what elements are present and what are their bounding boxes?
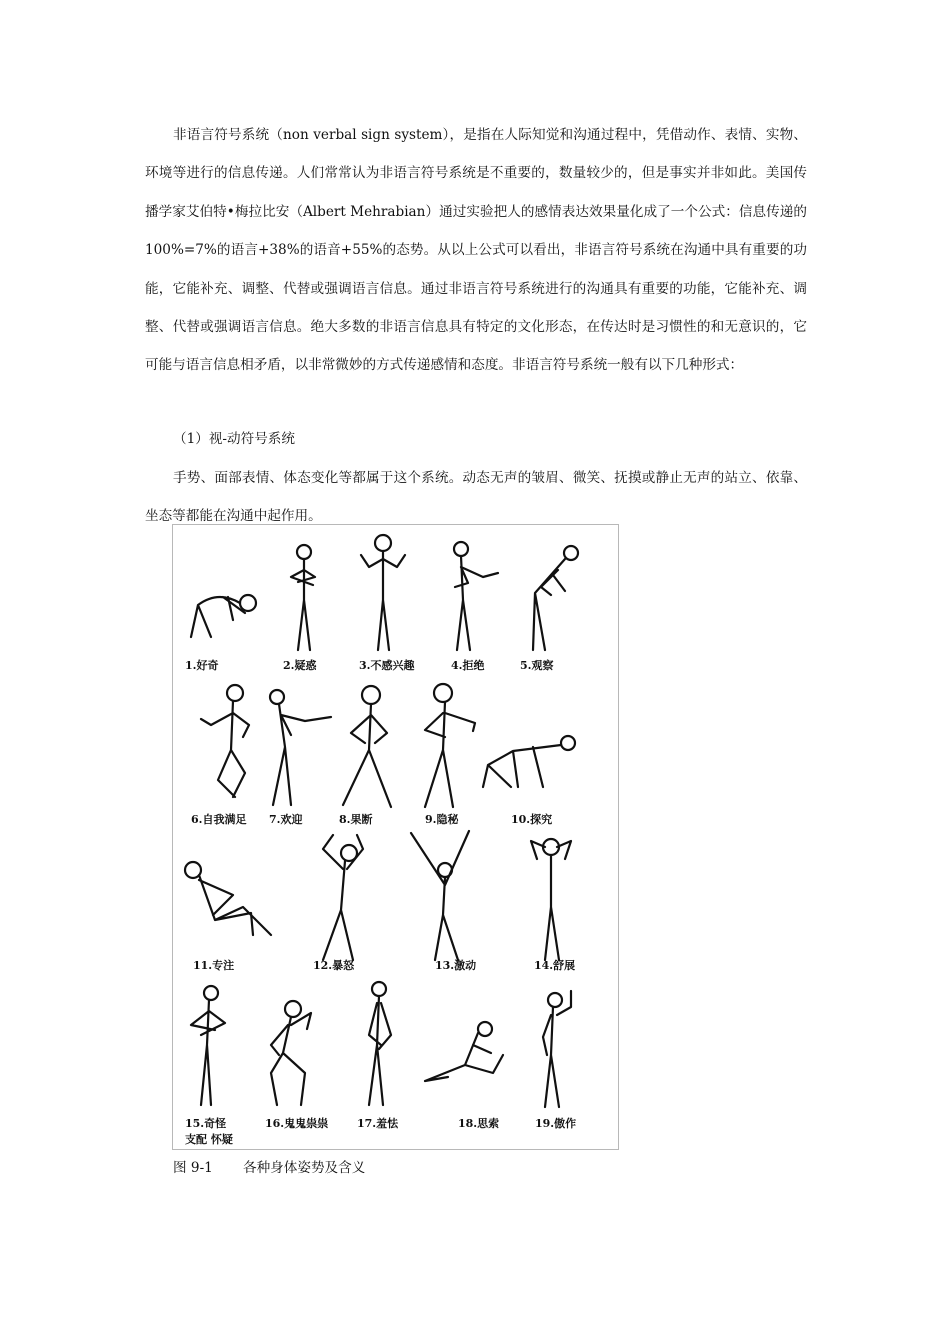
figure-19-arrogant [543, 991, 571, 1107]
figure-18-ponder [425, 1022, 503, 1081]
label-12: 12.暴怒 [313, 959, 355, 972]
label-5: 5.观察 [520, 659, 554, 672]
label-13: 13.激动 [435, 959, 477, 972]
figure-14-stretch [531, 839, 571, 960]
figure-16-sneaky [271, 1001, 311, 1105]
figure-11-focused [185, 862, 271, 935]
figure-4-refuse [454, 542, 498, 650]
paragraph-intro: 非语言符号系统（non verbal sign system），是指在人际知觉和沟通过程中，凭借动作、表情、实物、环境等进行的信息传递。人们常常认为非语言符号系统是不重要的，数量较少的，但是事实并非如此。美国传播学家艾伯特•梅拉比安（Albert Mehrabian）通过实验把人的感情表达效果量化成了一个公式：信息传递的 100%=7%的语言+38%的语音+55%的态势。从以上公式可以看出，非语言符号系统在沟通中具有重要的功能，它能补充、调整、代替或强调语言信息。通过非语言符号系统进行的沟通具有重要的功能，它能补充、调整、代替或强调语言信息。绝大多数的非语言信息具有特定的文化形态，在传达时是习惯性的和无意识的，它可能与语言信息相矛盾，以非常微妙的方式传递感情和态度。非语言符号系统一般有以下几种形式： [145, 127, 807, 374]
figure-6-self-satisfied [201, 685, 249, 797]
label-16: 16.鬼鬼祟祟 [265, 1117, 329, 1130]
label-4: 4.拒绝 [451, 659, 485, 672]
figure-3-uninterested [361, 535, 405, 650]
label-8: 8.果断 [339, 813, 373, 826]
figure-caption [173, 1156, 365, 1180]
figure-13-excited [411, 831, 469, 960]
figure-10-explore [483, 736, 575, 787]
label-6: 6.自我满足 [191, 813, 247, 826]
label-11: 11.专注 [193, 959, 235, 972]
paragraph-visual-motor: 手势、面部表情、体态变化等都属于这个系统。动态无声的皱眉、微笑、抚摸或静止无声的站立、依靠、坐态等都能在沟通中起作用。 [145, 470, 807, 525]
stick-figures-illustration [173, 525, 618, 1149]
label-2: 2.疑惑 [283, 659, 317, 672]
label-19: 19.傲作 [535, 1117, 577, 1130]
figure-15-strange [191, 986, 225, 1105]
label-17: 17.羞怯 [357, 1117, 399, 1130]
label-9: 9.隐秘 [425, 813, 459, 826]
figure-1-curious [191, 595, 256, 637]
figure-2-doubt [291, 545, 315, 650]
label-3: 3.不感兴趣 [359, 659, 415, 672]
label-15: 15.奇怪 [185, 1117, 227, 1130]
caption-text: 各种身体姿势及含义 [243, 1160, 366, 1176]
figure-8-decisive [343, 686, 391, 807]
label-10: 10.探究 [511, 813, 553, 826]
section-heading: （1）视-动符号系统 [173, 431, 295, 447]
figure-12-rage [323, 835, 363, 960]
figure-5-observe [533, 546, 578, 650]
label-18: 18.思索 [458, 1117, 500, 1130]
figure-9-secretive [425, 684, 475, 807]
caption-number: 图 9-1 [173, 1160, 213, 1176]
label-15-second-line: 支配 怀疑 [185, 1133, 233, 1146]
body-posture-figure [172, 524, 619, 1150]
label-14: 14.舒展 [534, 959, 576, 972]
label-1: 1.好奇 [185, 659, 219, 672]
figure-7-welcome [270, 690, 331, 805]
figure-17-shy [369, 982, 391, 1105]
label-7: 7.欢迎 [269, 813, 303, 826]
